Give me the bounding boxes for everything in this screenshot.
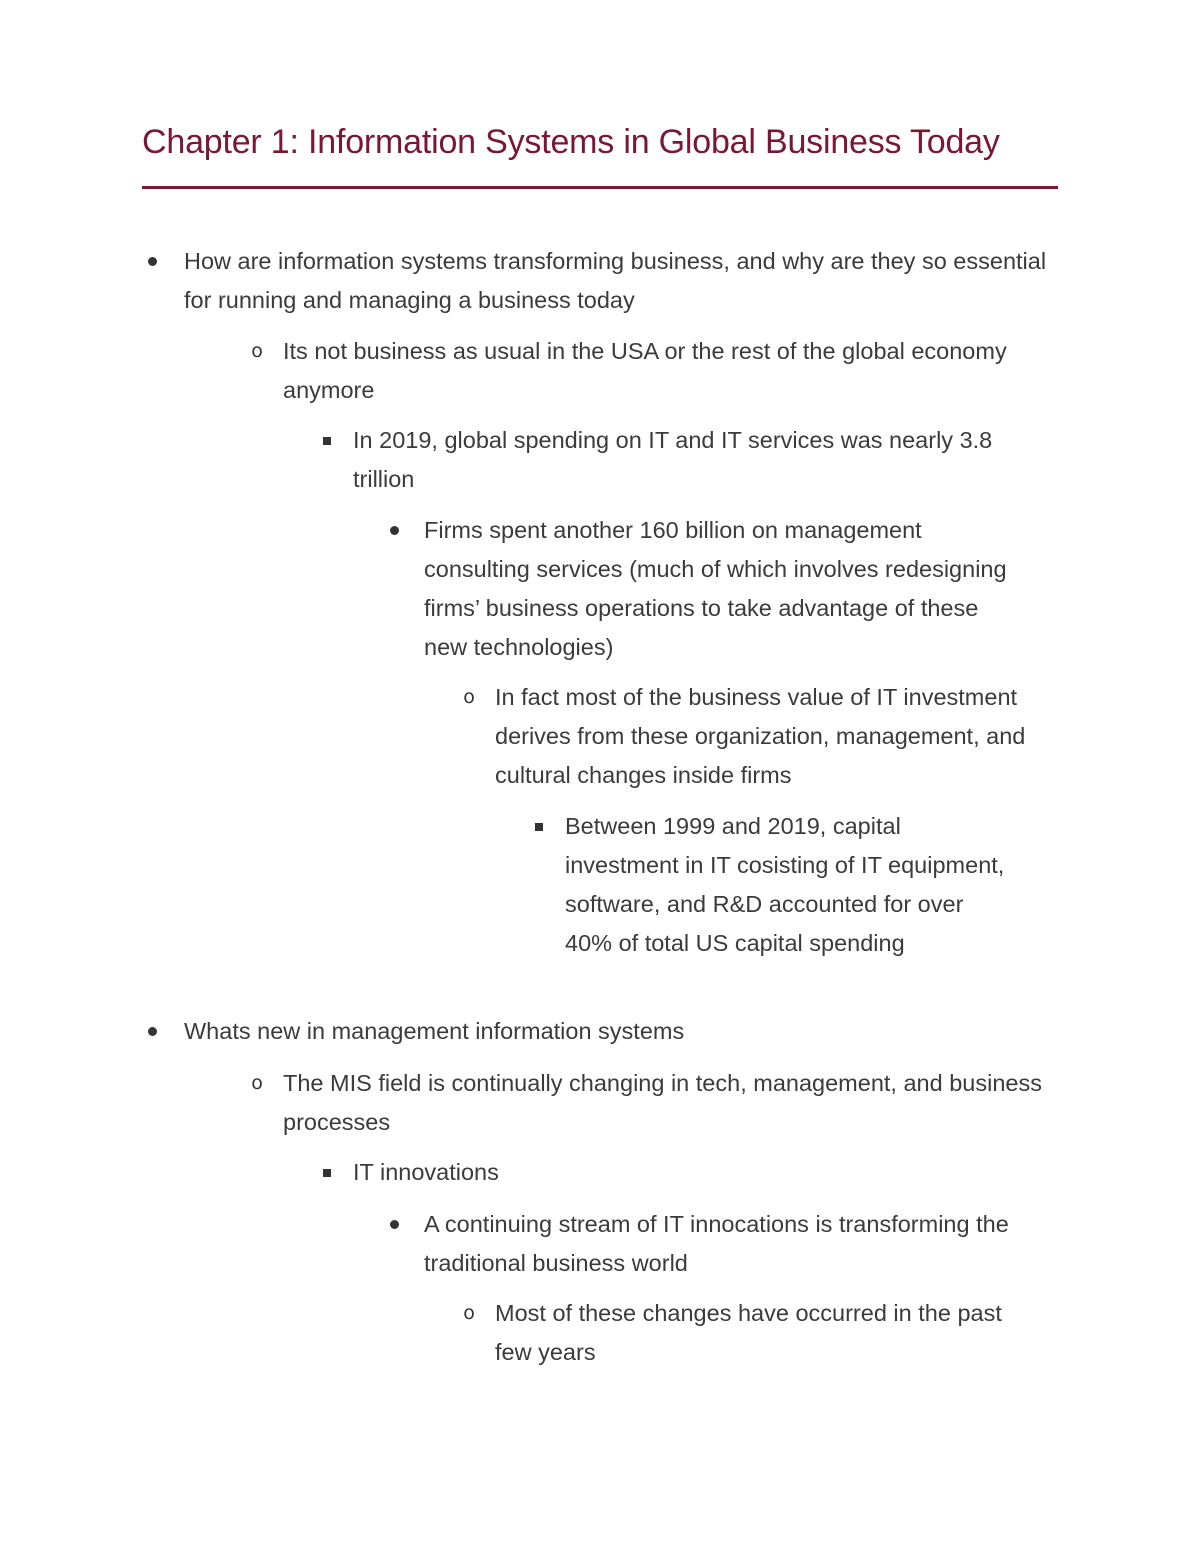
list-item xyxy=(353,421,1043,499)
bullet-square-icon xyxy=(315,421,339,460)
list-item-text: Firms spent another 160 billion on management consulting services (much of which involves redesigning firms’ business operations to take advantage of these new technologies) xyxy=(424,517,1007,660)
page-title: Chapter 1: Information Systems in Global Business Today xyxy=(142,123,1000,161)
list-item-text: In fact most of the business value of IT investment derives from these organization, management, and cultural changes inside firms xyxy=(495,684,1026,788)
bullet-disc-icon xyxy=(140,1012,164,1051)
list-item-text: IT innovations xyxy=(353,1159,499,1185)
list-item xyxy=(184,1012,1064,1051)
list-item-text: Whats new in management information systems xyxy=(184,1018,685,1044)
list-item-text: Between 1999 and 2019, capital investment in IT cosisting of IT equipment, software, and R&D accounted for over 40% of total US capital spending xyxy=(565,813,1005,956)
list-item xyxy=(251,332,1008,410)
bullet-circle-icon: o xyxy=(463,1302,475,1324)
bullet-disc-icon xyxy=(382,511,406,550)
bullet-square-icon xyxy=(315,1153,339,1192)
list-item xyxy=(565,807,1005,963)
list-item xyxy=(463,678,1070,795)
list-item xyxy=(424,1205,1074,1283)
list-item xyxy=(424,511,1024,667)
list-item-text: Its not business as usual in the USA or the rest of the global economy anymore xyxy=(283,338,1007,403)
list-item-text: A continuing stream of IT innocations is transforming the traditional business world xyxy=(424,1211,1009,1276)
list-item xyxy=(463,1294,1035,1372)
list-item-text: Most of these changes have occurred in the past few years xyxy=(495,1300,1002,1365)
bullet-disc-icon xyxy=(140,242,164,281)
bullet-circle-icon: o xyxy=(251,340,263,362)
title-divider xyxy=(142,186,1058,189)
list-item xyxy=(353,1153,1043,1192)
bullet-circle-icon: o xyxy=(251,1072,263,1094)
bullet-circle-icon: o xyxy=(463,686,475,708)
list-item xyxy=(251,1064,1053,1142)
bullet-square-icon xyxy=(527,807,551,846)
bullet-disc-icon xyxy=(382,1205,406,1244)
list-item-text: How are information systems transforming business, and why are they so essential for running and managing a business today xyxy=(184,248,1047,313)
list-item-text: In 2019, global spending on IT and IT services was nearly 3.8 trillion xyxy=(353,427,993,492)
list-item-text: The MIS field is continually changing in tech, management, and business processes xyxy=(283,1070,1042,1135)
list-item xyxy=(184,242,1064,320)
